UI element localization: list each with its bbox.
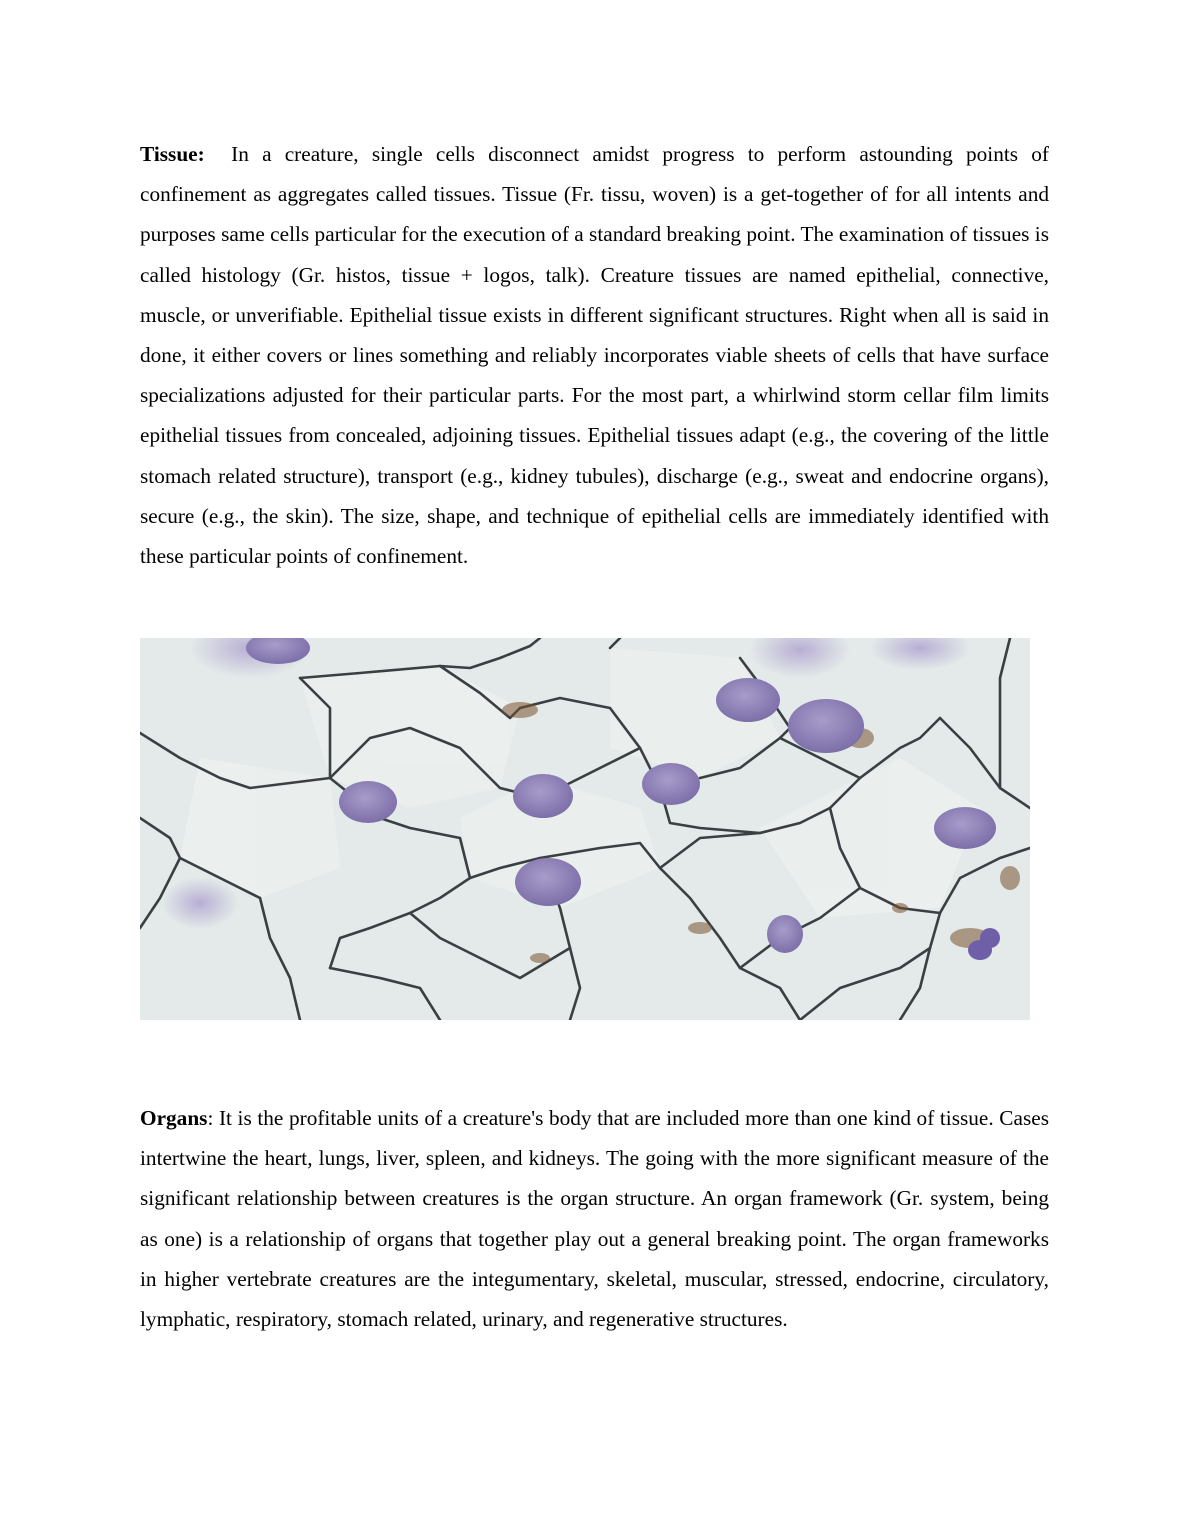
tissue-term: Tissue: xyxy=(140,142,205,166)
tissue-paragraph xyxy=(140,134,1049,576)
epithelial-tissue-micrograph xyxy=(140,638,1030,1020)
micrograph-image xyxy=(140,638,1030,1020)
organs-text: : It is the profitable units of a creature's body that are included more than one kind of tissue. Cases intertwine the heart, lungs, liver, spleen, and kidneys. The going with the more significant measure of the significant relationship between creatures is the organ structure. An organ framework (Gr. system, being as one) is a relationship of organs that together play out a general breaking point. The organ frameworks in higher vertebrate creatures are the integumentary, skeletal, muscular, stressed, endocrine, circulatory, lymphatic, respiratory, stomach related, urinary, and regenerative structures. xyxy=(140,1106,1049,1332)
tissue-text: In a creature, single cells disconnect amidst progress to perform astounding points of confinement as aggregates called tissues. Tissue (Fr. tissu, woven) is a get-together of for all intents and purposes same cells particular for the execution of a standard breaking point. The examination of tissues is called histology (Gr. histos, tissue + logos, talk). Creature tissues are named epithelial, connective, muscle, or unverifiable. Epithelial tissue exists in different significant structures. Right when all is said in done, it either covers or lines something and reliably incorporates viable sheets of cells that have surface specializations adjusted for their particular parts. For the most part, a whirlwind storm cellar film limits epithelial tissues from concealed, adjoining tissues. Epithelial tissues adapt (e.g., the covering of the little stomach related structure), transport (e.g., kidney tubules), discharge (e.g., sweat and endocrine organs), secure (e.g., the skin). The size, shape, and technique of epithelial cells are immediately identified with these particular points of confinement. xyxy=(140,142,1049,569)
organs-paragraph xyxy=(140,1098,1049,1339)
organs-term: Organs xyxy=(140,1106,208,1130)
